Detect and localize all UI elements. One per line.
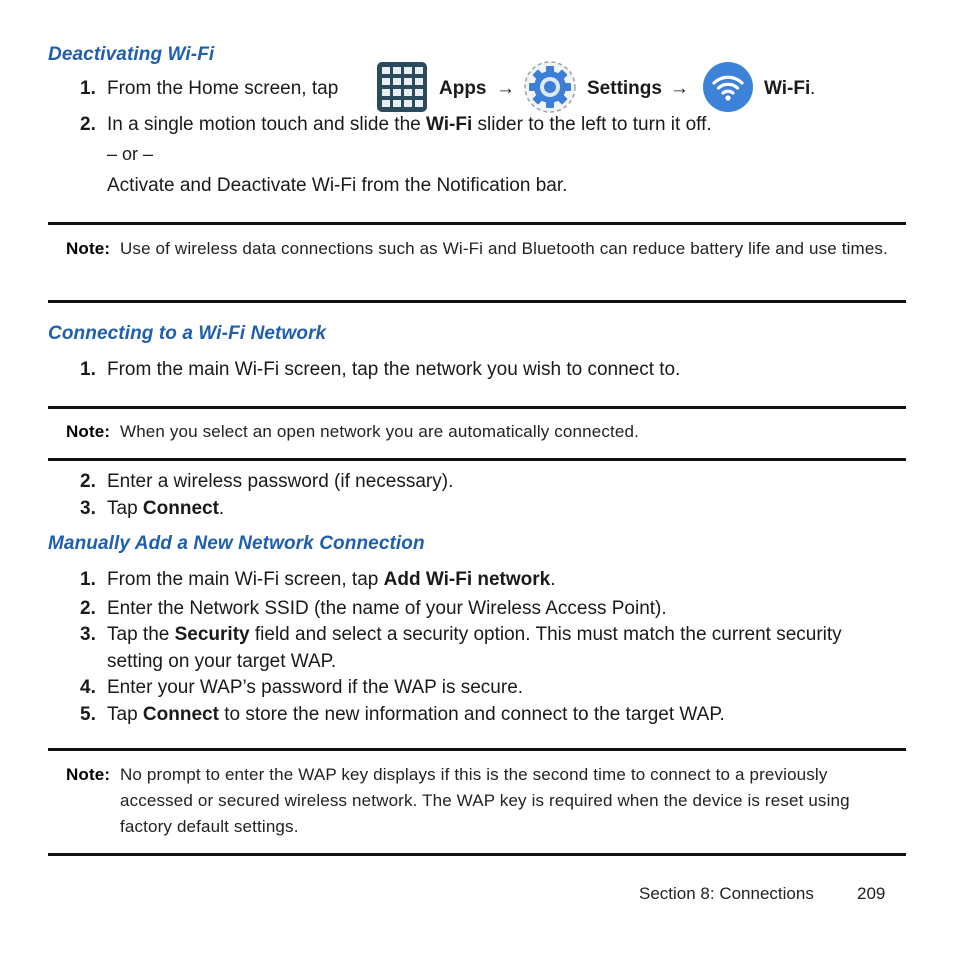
- step-text: From the Home screen, tap: [107, 78, 339, 99]
- note-open-network: [66, 419, 901, 445]
- step-text: From the main Wi-Fi screen, tap: [107, 569, 384, 590]
- apps-grid-icon: [377, 62, 427, 118]
- connect-term: Connect: [142, 704, 219, 725]
- step-text: Enter the Network SSID (the name of your Wireless Access Point).: [107, 598, 667, 619]
- step-text: In a single motion touch and slide the: [107, 114, 426, 135]
- apps-label: Apps: [439, 78, 487, 99]
- step-text: Tap: [107, 704, 143, 725]
- step-number: 3.: [80, 498, 96, 519]
- arrow: →: [670, 78, 689, 99]
- section-heading-manual: Manually Add a New Network Connection: [48, 533, 425, 554]
- step-text: From the main Wi-Fi screen, tap the network you wish to connect to.: [107, 359, 681, 380]
- note-text: When you select an open network you are automatically connected.: [120, 422, 639, 441]
- step-2-deactivate: [80, 111, 880, 138]
- step-3-connect: [80, 495, 880, 522]
- step-4-manual: [80, 674, 880, 701]
- wifi-label: Wi-Fi: [764, 78, 811, 99]
- note-text: Use of wireless data connections such as Wi-Fi and Bluetooth can reduce battery life and use times.: [120, 239, 888, 258]
- step-text: slider to the left to turn it off.: [472, 114, 712, 135]
- note-label: Note:: [66, 422, 111, 441]
- settings-label: Settings: [587, 78, 662, 99]
- note-bottom-rule: [48, 458, 906, 461]
- note-text: No prompt to enter the WAP key displays if this is the second time to connect to a previously accessed or secured wireless network. The WAP key is required when the device is reset using factory default settings.: [120, 765, 850, 836]
- step-text: Tap the: [107, 624, 175, 645]
- step-text: Tap: [107, 498, 143, 519]
- add-network-term: Add Wi-Fi network: [383, 569, 551, 590]
- note-top-rule: [48, 748, 906, 751]
- step-number: 2.: [80, 598, 96, 619]
- period: .: [810, 78, 816, 99]
- note-label: Note:: [66, 239, 111, 258]
- note-top-rule: [48, 406, 906, 409]
- wifi-term: Wi-Fi: [425, 114, 473, 135]
- or-separator: – or –: [107, 144, 154, 164]
- step-text: .: [218, 498, 225, 519]
- footer-section: Section 8: Connections: [639, 884, 814, 903]
- step-2-connect: [80, 468, 880, 495]
- step-5-manual: [80, 701, 880, 728]
- step-text: Enter a wireless password (if necessary).: [107, 471, 454, 492]
- step-text: .: [550, 569, 556, 590]
- step-number: 1.: [80, 359, 96, 380]
- step-number: 5.: [80, 704, 96, 725]
- step-3-manual: [80, 621, 870, 675]
- step-text: Enter your WAP’s password if the WAP is secure.: [107, 677, 524, 698]
- step-1-connect: [80, 356, 880, 383]
- step-number: 3.: [80, 624, 96, 645]
- section-heading-connecting: Connecting to a Wi-Fi Network: [48, 323, 327, 344]
- step-number: 2.: [80, 471, 96, 492]
- wifi-icon: [703, 62, 753, 118]
- step-number: 4.: [80, 677, 96, 698]
- security-term: Security: [174, 624, 250, 645]
- alternative-text: Activate and Deactivate Wi-Fi from the Notification bar.: [107, 175, 568, 196]
- step-number: 1.: [80, 78, 96, 99]
- note-wap-key: [66, 762, 896, 840]
- step-1-manual: [80, 566, 880, 593]
- connect-term: Connect: [142, 498, 219, 519]
- step-number: 2.: [80, 114, 96, 135]
- step-text: to store the new information and connect to the target WAP.: [218, 704, 725, 725]
- step-2-manual: [80, 595, 880, 622]
- page-number: 209: [857, 884, 886, 903]
- note-label: Note:: [66, 765, 111, 784]
- note-top-rule: [48, 222, 906, 225]
- note-battery: [66, 236, 901, 262]
- section-heading-deactivating: Deactivating Wi-Fi: [48, 44, 215, 65]
- step-text: field and select a security option. This must match the current security setting on your target WAP.: [107, 624, 842, 672]
- arrow: →: [496, 78, 515, 99]
- step-number: 1.: [80, 569, 96, 590]
- note-bottom-rule: [48, 853, 906, 856]
- note-bottom-rule: [48, 300, 906, 303]
